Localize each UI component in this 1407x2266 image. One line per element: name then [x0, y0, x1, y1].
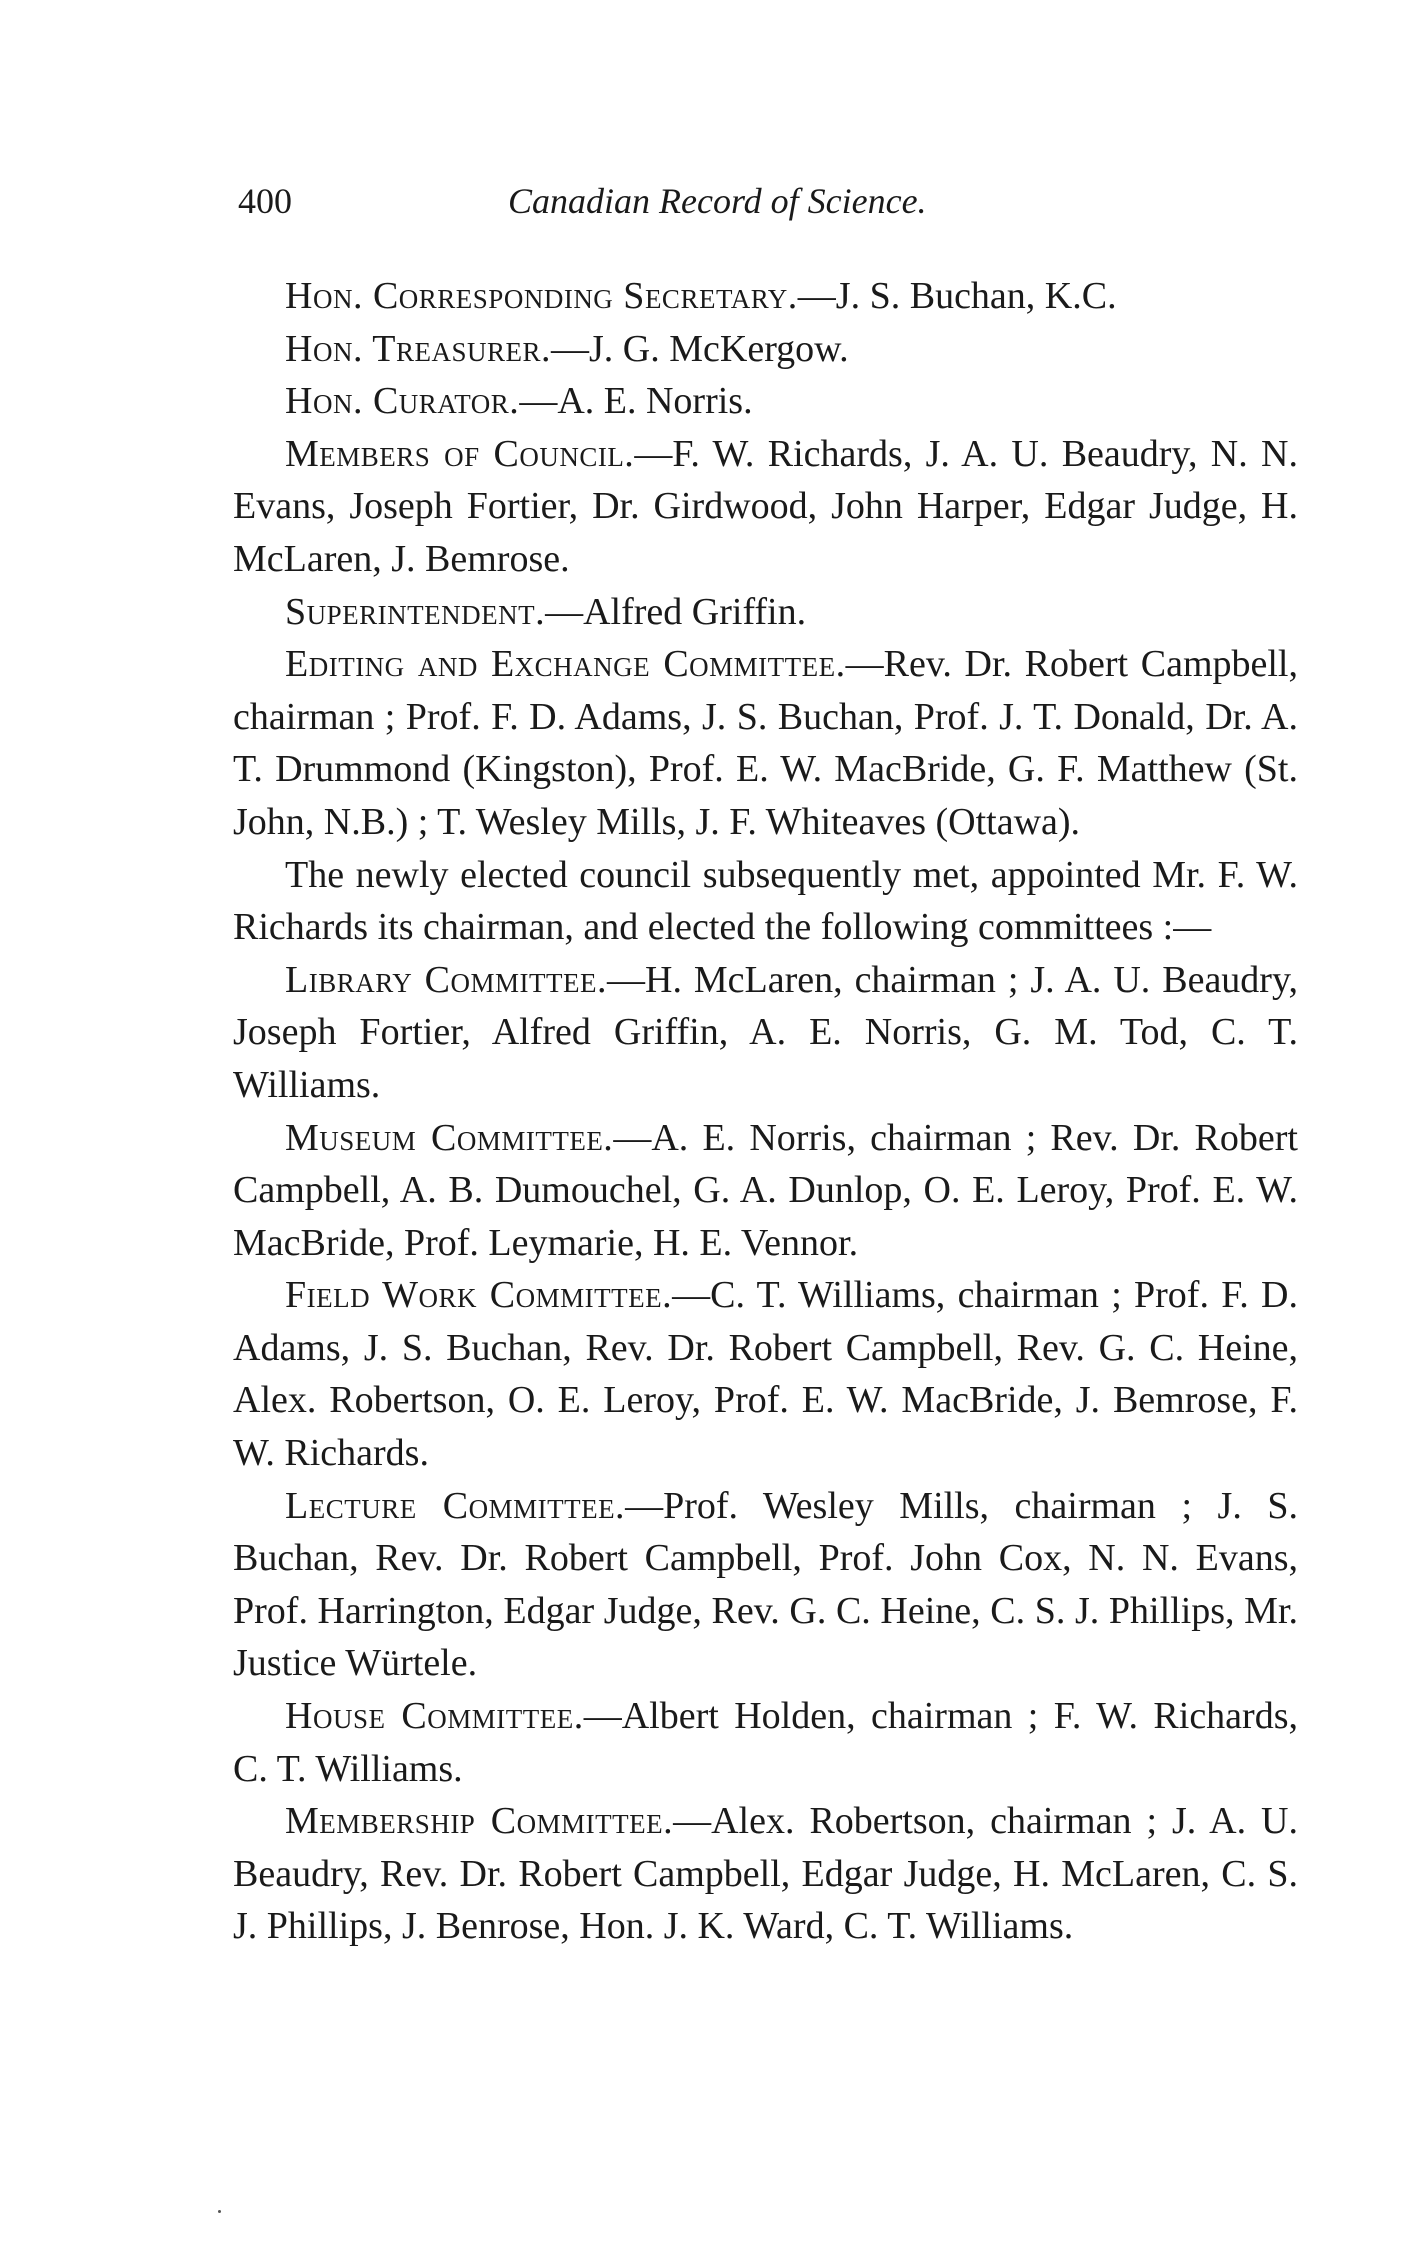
entry-heading: Field Work Committee.: [285, 1274, 673, 1317]
entry-treasurer: [233, 323, 1298, 376]
entry-superintendent: [233, 586, 1298, 639]
entry-heading: Hon. Treasurer.: [285, 327, 551, 370]
entry-heading: Hon. Curator.: [285, 380, 520, 423]
body-text: [233, 270, 1298, 1953]
entry-membership-committee: [233, 1795, 1298, 1953]
entry-members-of-council: [233, 428, 1298, 586]
entry-text: —Albert Holden, chairman ; F. W. Richards, C. T. Williams.: [233, 1695, 1298, 1790]
paper-speck: [218, 2210, 221, 2213]
entry-text: —J. S. Buchan, K.C.: [797, 275, 1117, 317]
entry-text: —A. E. Norris, chairman ; Rev. Dr. Robert Campbell, A. B. Dumouchel, G. A. Dunlop, O. E. Leroy, Prof. E. W. MacBride, Prof. Leymarie, H. E. Vennor.: [233, 1116, 1298, 1264]
entry-text: —Alex. Robertson, chairman ; J. A. U. Beaudry, Rev. Dr. Robert Campbell, Edgar Judge, H. McLaren, C. S. J. Phillips, J. Benrose, Hon. J. K. Ward, C. T. Williams.: [233, 1800, 1298, 1948]
entry-text: —A. E. Norris.: [519, 380, 753, 423]
entry-editing-exchange-committee: [233, 638, 1298, 848]
entry-lecture-committee: [233, 1480, 1298, 1690]
entry-heading: Hon. Corresponding Secretary.: [285, 275, 798, 317]
page-number: 400: [238, 181, 292, 221]
entry-library-committee: [233, 954, 1298, 1112]
entry-text: —C. T. Williams, chairman ; Prof. F. D. Adams, J. S. Buchan, Rev. Dr. Robert Campbell, Rev. G. C. Heine, Alex. Robertson, O. E. Leroy, Prof. E. W. MacBride, J. Bemrose, F. W. Richards.: [233, 1274, 1298, 1475]
entry-text: —Prof. Wesley Mills, chairman ; J. S. Buchan, Rev. Dr. Robert Campbell, Prof. John Cox, N. N. Evans, Prof. Harrington, Edgar Judge, Rev. G. C. Heine, C. S. J. Phillips, Mr. Justice Würtele.: [233, 1484, 1298, 1685]
entry-corresponding-secretary: [233, 270, 1298, 323]
entry-text: —Rev. Dr. Robert Campbell, chairman ; Prof. F. D. Adams, J. S. Buchan, Prof. J. T. Donald, Dr. A. T. Drummond (Kingston), Prof. E. W. MacBride, G. F. Matthew (St. John, N.B.) ; T. Wesley Mills, J. F. Whiteaves (Ottawa).: [233, 643, 1298, 843]
entry-heading: Membership Committee.: [285, 1800, 674, 1843]
entry-heading: Museum Committee.: [285, 1116, 614, 1159]
entry-heading: Library Committee.: [285, 958, 607, 1001]
entry-curator: [233, 375, 1298, 428]
entry-text: —Alfred Griffin.: [545, 590, 807, 633]
running-title: Canadian Record of Science.: [508, 181, 927, 221]
entry-heading: Lecture Committee.: [285, 1484, 626, 1527]
entry-text: The newly elected council subsequently met, appointed Mr. F. W. Richards its chairman, and elected the following committees :—: [233, 853, 1298, 949]
entry-house-committee: [233, 1690, 1298, 1795]
entry-field-work-committee: [233, 1269, 1298, 1479]
entry-heading: Members of Council.: [285, 432, 635, 475]
entry-text: —J. G. McKergow.: [551, 327, 849, 370]
entry-text: —H. McLaren, chairman ; J. A. U. Beaudry, Joseph Fortier, Alfred Griffin, A. E. Norris, G. M. Tod, C. T. Williams.: [233, 958, 1298, 1106]
council-note-paragraph: [233, 849, 1298, 954]
entry-museum-committee: [233, 1112, 1298, 1270]
entry-text: —F. W. Richards, J. A. U. Beaudry, N. N. Evans, Joseph Fortier, Dr. Girdwood, John Harper, Edgar Judge, H. McLaren, J. Bemrose.: [233, 432, 1298, 580]
entry-heading: House Committee.: [285, 1695, 584, 1738]
entry-heading: Superintendent.: [285, 590, 546, 633]
entry-heading: Editing and Exchange Committee.: [285, 643, 846, 686]
page-header: [238, 180, 1298, 240]
